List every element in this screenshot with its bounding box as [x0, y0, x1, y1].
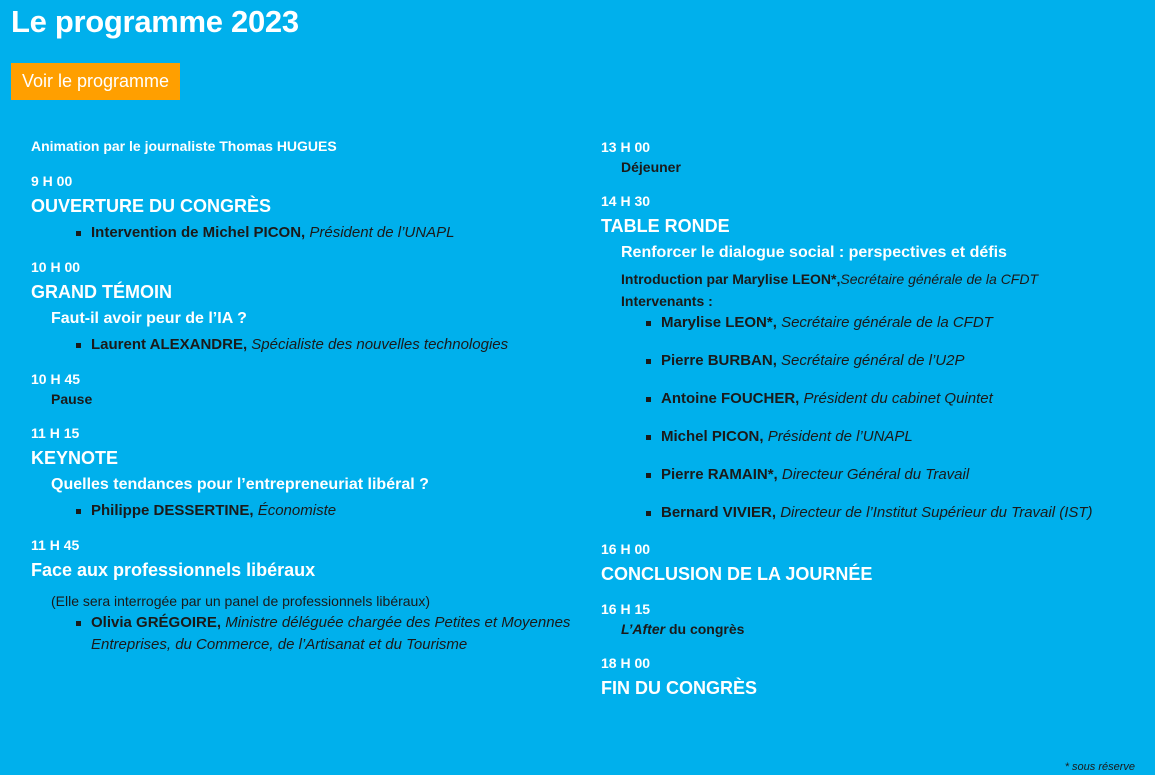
speaker-item [641, 502, 1141, 524]
speaker-role: Secrétaire général de l’U2P [781, 352, 965, 369]
session-heading: KEYNOTE [31, 448, 119, 468]
speaker-item [71, 334, 576, 356]
speaker-role: Président du cabinet Quintet [803, 390, 993, 407]
session-heading: OUVERTURE DU CONGRÈS [31, 196, 272, 216]
speaker-name: Marylise LEON*, [661, 314, 777, 331]
speaker-name: Philippe DESSERTINE, [91, 502, 254, 519]
schedule-right-column [601, 138, 1141, 714]
speaker-list [641, 312, 1141, 524]
speaker-name: Bernard VIVIER, [661, 504, 777, 521]
session-conclusion [601, 540, 1141, 586]
speaker-name: Pierre BURBAN, [661, 352, 777, 369]
intro-name: Introduction par Marylise LEON*, [621, 271, 841, 287]
session-time: 13 H 00 [601, 139, 651, 155]
speaker-name: Antoine FOUCHER, [661, 390, 800, 407]
speaker-list [71, 612, 576, 656]
speaker-role: Spécialiste des nouvelles technologies [251, 336, 509, 353]
after-label-rest: du congrès [665, 621, 745, 637]
speaker-name: Olivia GRÉGOIRE, [91, 614, 222, 631]
session-time: 10 H 45 [31, 371, 81, 387]
session-table-ronde [601, 192, 1141, 524]
session-subtitle: Faut-il avoir peur de l’IA ? [51, 310, 247, 327]
session-keynote [31, 424, 576, 522]
session-heading: CONCLUSION DE LA JOURNÉE [601, 564, 873, 584]
session-time: 11 H 15 [31, 425, 80, 441]
speaker-role: Secrétaire générale de la CFDT [781, 314, 993, 331]
speaker-role: Ministre déléguée chargée des Petites et Moyennes Entreprises, du Commerce, de l’Artisanat et du Tourisme [91, 614, 571, 653]
session-heading: TABLE RONDE [601, 216, 730, 236]
session-grand-temoin [31, 258, 576, 356]
view-program-button[interactable]: Voir le programme [11, 63, 180, 100]
intro-line [621, 268, 1141, 290]
session-time: 14 H 30 [601, 193, 651, 209]
session-after [601, 600, 1141, 640]
host-line: Animation par le journaliste Thomas HUGUES [31, 138, 337, 154]
session-time: 16 H 15 [601, 601, 651, 617]
session-pause [31, 370, 576, 410]
speaker-item [71, 612, 576, 656]
session-label: Déjeuner [621, 159, 681, 175]
speaker-item [641, 350, 1141, 372]
speaker-item [71, 222, 576, 244]
speakers-label: Intervenants : [621, 293, 713, 309]
session-lunch [601, 138, 1141, 178]
after-label: L’After [621, 621, 666, 637]
session-heading: Face aux professionnels libéraux [31, 560, 316, 580]
speaker-name: Laurent ALEXANDRE, [91, 336, 248, 353]
speaker-list [71, 334, 576, 356]
speaker-role: Directeur Général du Travail [781, 466, 970, 483]
speaker-list [71, 500, 576, 522]
session-time: 10 H 00 [31, 259, 81, 275]
session-note: (Elle sera interrogée par un panel de professionnels libéraux) [51, 593, 430, 609]
footnote: * sous réserve [1064, 761, 1135, 773]
speaker-role: Directeur de l’Institut Supérieur du Travail (IST) [780, 504, 1093, 521]
speaker-item [641, 312, 1141, 334]
speaker-role: Économiste [257, 502, 337, 519]
session-subtitle: Quelles tendances pour l’entrepreneuriat libéral ? [51, 476, 429, 493]
speaker-item [641, 464, 1141, 486]
speaker-item [71, 500, 576, 522]
speaker-name: Intervention de Michel PICON, [91, 224, 306, 241]
session-subtitle: Renforcer le dialogue social : perspectives et défis [621, 244, 1007, 261]
page-title: Le programme 2023 [11, 4, 299, 39]
speaker-name: Pierre RAMAIN*, [661, 466, 778, 483]
session-time: 16 H 00 [601, 541, 651, 557]
session-label: Pause [51, 391, 93, 407]
session-time: 9 H 00 [31, 173, 73, 189]
session-heading: GRAND TÉMOIN [31, 282, 172, 302]
session-time: 18 H 00 [601, 655, 651, 671]
session-time: 11 H 45 [31, 537, 80, 553]
session-opening [31, 172, 576, 244]
speaker-list [71, 222, 576, 244]
session-closing [601, 654, 1141, 700]
session-heading: FIN DU CONGRÈS [601, 678, 758, 698]
speaker-item [641, 426, 1141, 448]
intro-role: Secrétaire générale de la CFDT [840, 271, 1039, 287]
speaker-item [641, 388, 1141, 410]
session-label [621, 618, 1141, 640]
speaker-name: Michel PICON, [661, 428, 764, 445]
session-face-liberaux [31, 536, 576, 656]
schedule-left-column [31, 138, 576, 670]
speaker-role: Président de l’UNAPL [309, 224, 455, 241]
speaker-role: Président de l’UNAPL [767, 428, 913, 445]
